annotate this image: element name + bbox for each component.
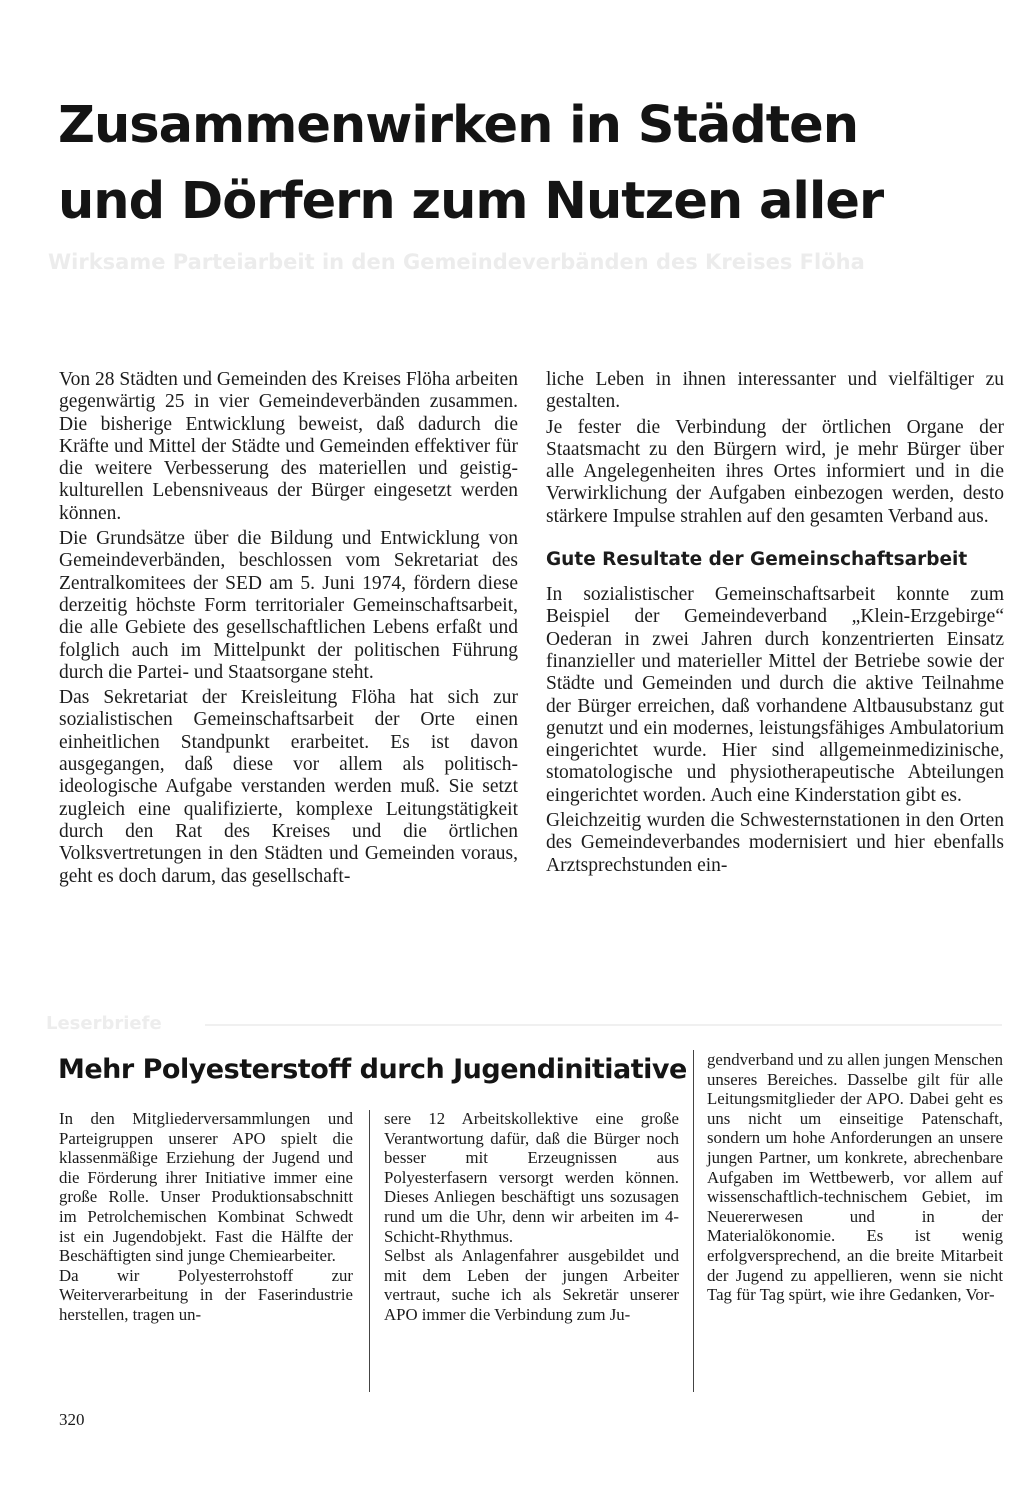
headline-line-2: und Dörfern zum Nutzen aller <box>58 172 884 231</box>
article-left-column <box>59 369 518 891</box>
paragraph: liche Leben in ihnen interessanter und vielfältiger zu gestalten. <box>546 369 1004 413</box>
paragraph: Je fester die Verbindung der örtlichen Organe der Staatsmacht zu den Bürgern wird, je mehr Bürger über alle Angelegenheiten ihres Ortes informiert und in die Verwirklichung der Aufgaben einbezogen werden, desto stärkere Impulse strahlen auf den gesamten Verband aus. <box>546 416 1004 527</box>
paragraph: In den Mitgliederversammlungen und Parteigruppen unserer APO spielt die klassenmäßige Erziehung der Jugend und die Förderung ihrer Initiative immer eine große Rolle. Unser Produktionsabschnitt im Petrolchemischen Kombinat Schwedt ist ein Jugendobjekt. Fast die Hälfte der Beschäftigten sind junge Chemiearbeiter. <box>59 1109 353 1266</box>
article-right-column <box>546 369 1004 880</box>
paragraph: Selbst als Anlagenfahrer ausgebildet und mit dem Leben der jungen Arbeiter vertraut, suche ich als Sekretär unserer APO immer die Verbindung zum Ju- <box>384 1246 679 1324</box>
paragraph: sere 12 Arbeitskollektive eine große Verantwortung dafür, daß die Bürger noch besser mit Erzeugnissen aus Polyesterfasern versorgt werden können. Dieses Anliegen beschäftigt uns sozusagen rund um die Uhr, denn wir arbeiten im 4-Schicht-Rhythmus. <box>384 1109 679 1246</box>
letter-column-3 <box>707 1050 1003 1305</box>
paragraph: Die Grundsätze über die Bildung und Entwicklung von Gemeindeverbänden, beschlossen vom Sekretariat des Zentralkomitees der SED am 5. Juni 1974, fördern diese derzeitig höchste Form territorialer Gemeinschaftsarbeit, die alle Gebiete des gesellschaftlichen Lebens erfaßt und folglich auch im Mittelpunkt der politischen Führung durch die Partei- und Staatsorgane steht. <box>59 528 518 683</box>
paragraph: Da wir Polyesterrohstoff zur Weiterverarbeitung in der Faserindustrie herstellen, tragen un- <box>59 1265 353 1324</box>
paragraph: Das Sekretariat der Kreisleitung Flöha hat sich zur sozialistischen Gemeinschaftsarbeit der Orte einen einheitlichen Standpunkt erarbeitet. Es ist davon ausgegangen, daß diese vor allem als politisch-ideologische Aufgabe verstanden werden muß. Sie setzt zugleich eine qualifizierte, komplexe Leitungstätigkeit durch den Rat des Kreises und die örtlichen Volksvertretungen in den Städten und Gemeinden voraus, geht es doch darum, das gesellschaft- <box>59 687 518 887</box>
letter-column-1 <box>59 1109 353 1325</box>
article-subtitle: Wirksame Parteiarbeit in den Gemeindeverbänden des Kreises Flöha <box>48 250 865 274</box>
headline-line-1: Zusammenwirken in Städten <box>58 96 859 155</box>
paragraph: Von 28 Städten und Gemeinden des Kreises Flöha arbeiten gegenwärtig 25 in vier Gemeindeverbänden zusammen. Die bisherige Entwicklung beweist, daß dadurch die Kräfte und Mittel der Städte und Gemeinden effektiver für die weitere Verbesserung des materiellen und geistig-kulturellen Lebensniveaus der Bürger eingesetzt werden können. <box>59 369 518 524</box>
article-headline <box>58 88 958 240</box>
section-label: Leserbriefe <box>46 1013 162 1034</box>
letter-headline: Mehr Polyesterstoff durch Jugendinitiative <box>58 1054 687 1085</box>
paragraph: gendverband und zu allen jungen Menschen unseres Bereiches. Dasselbe gilt für alle Leitungsmitglieder der APO. Dabei geht es uns nicht um einseitige Patenschaft, sondern um hohe Anforderungen an unsere jungen Partner, um konkrete, abrechenbare Aufgaben im Wettbewerb, vor allem auf wissenschaftlich-technischem Gebiet, im Neuererwesen und in der Materialökonomie. Es ist wenig erfolgversprechend, an die breite Mitarbeit der Jugend zu appellieren, wenn sie nicht Tag für Tag spürt, wie ihre Gedanken, Vor- <box>707 1050 1003 1305</box>
column-divider <box>369 1110 370 1392</box>
page-number: 320 <box>59 1410 85 1429</box>
column-divider <box>693 1050 694 1392</box>
section-divider <box>205 1024 1002 1026</box>
paragraph: Gleichzeitig wurden die Schwesternstationen in den Orten des Gemeindeverbandes modernisiert und hier ebenfalls Arztsprechstunden ein- <box>546 810 1004 876</box>
letter-column-2 <box>384 1109 679 1325</box>
article-subheading: Gute Resultate der Gemeinschaftsarbeit <box>546 549 968 571</box>
paragraph: In sozialistischer Gemeinschaftsarbeit konnte zum Beispiel der Gemeindeverband „Klein-Erzgebirge“ Oederan in zwei Jahren durch konzentrierten Einsatz finanzieller und materieller Mittel der Betriebe sowie der Städte und Gemeinden und durch die aktive Teilnahme der Bürger erreichen, daß vorhandene Altbausubstanz gut genutzt und ein modernes, leistungsfähiges Ambulatorium eingerichtet wurde. Hier sind allgemeinmedizinische, stomatologische und physiotherapeutische Abteilungen eingerichtet worden. Auch eine Kinderstation gibt es. <box>546 584 1004 806</box>
